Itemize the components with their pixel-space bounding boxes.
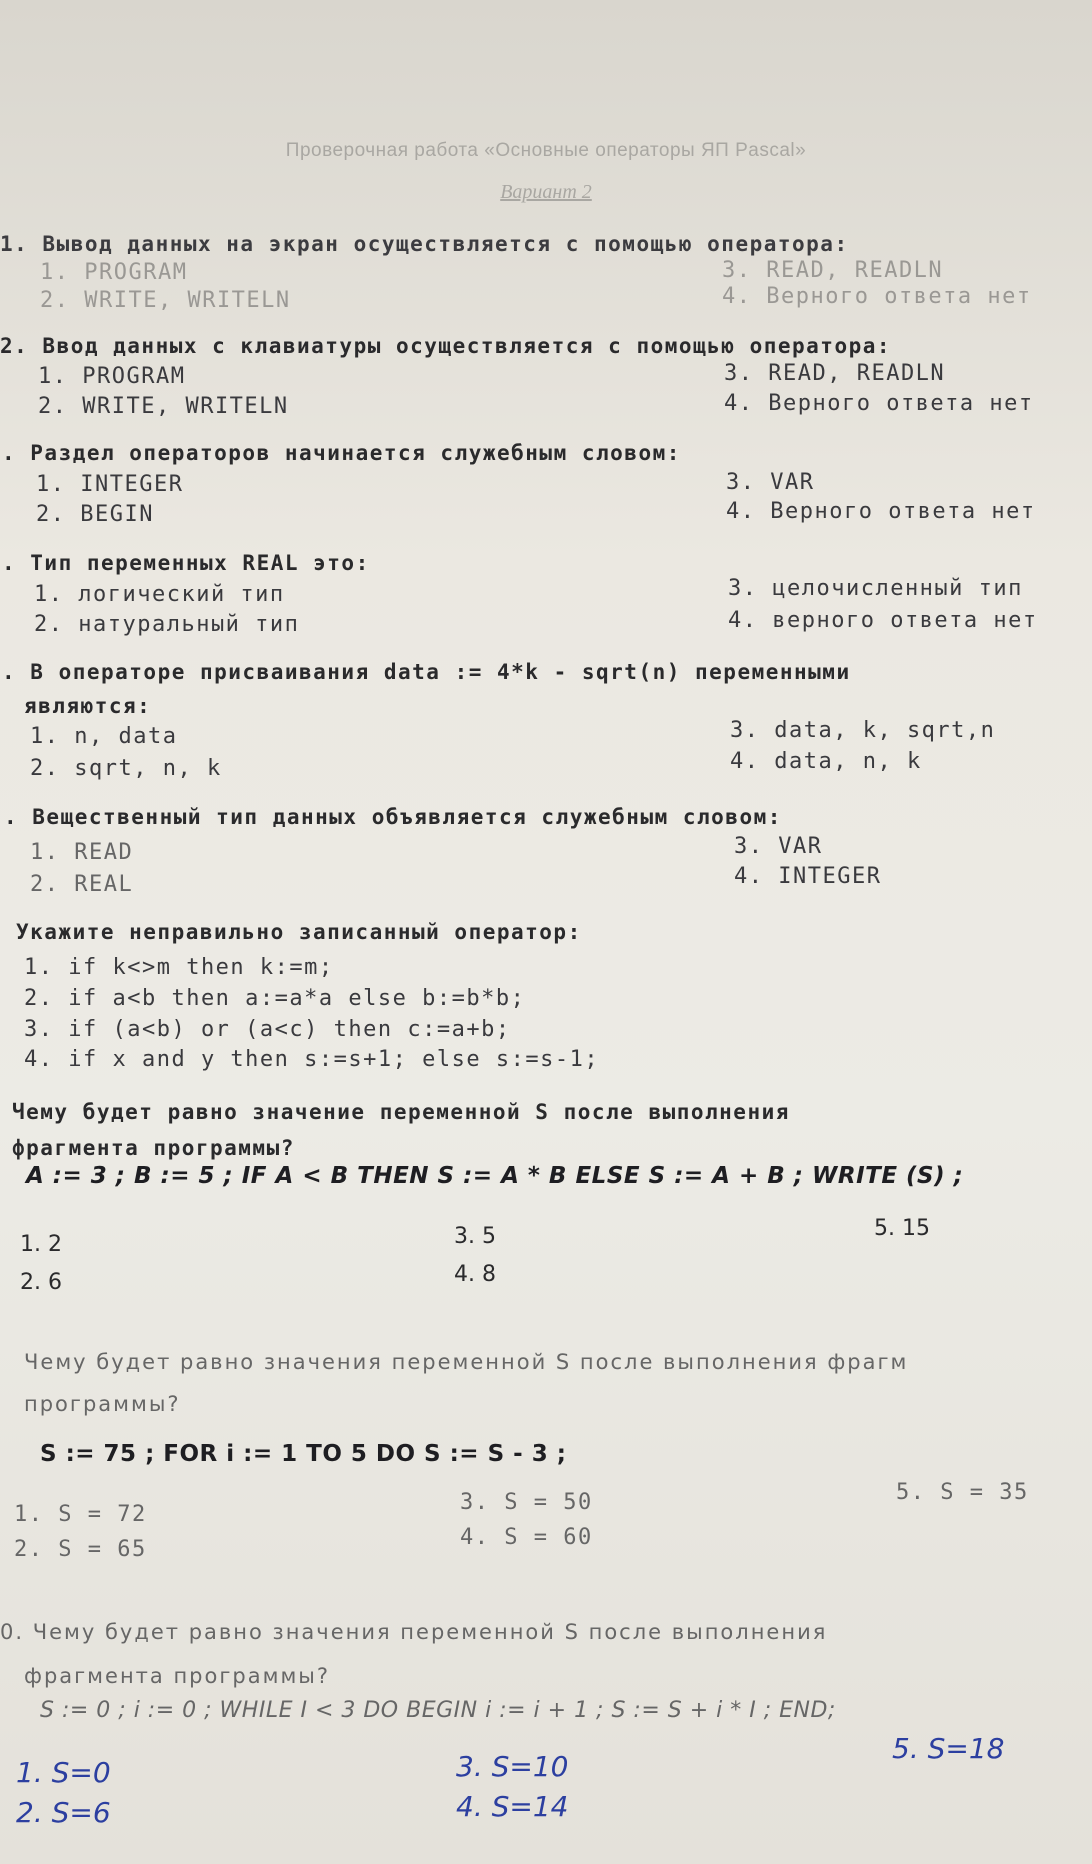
- option-2: 2. 6: [20, 1270, 62, 1295]
- option-1: 1. n, data: [30, 724, 178, 749]
- option-4: 4. верного ответа нет: [728, 608, 1038, 633]
- option-1: 1. PROGRAM: [40, 260, 188, 285]
- option-2: 2. WRITE, WRITELN: [40, 288, 291, 313]
- variant-label: Вариант 2: [500, 181, 592, 203]
- option-2: 2. if a<b then a:=a*a else b:=b*b;: [24, 986, 526, 1011]
- option-3: 3. S = 50: [460, 1490, 593, 1515]
- question-text-continued: являются:: [24, 694, 152, 718]
- option-2: 2. натуральный тип: [34, 612, 300, 637]
- option-3: 3. 5: [454, 1224, 496, 1249]
- option-3: 3. data, k, sqrt,n: [730, 718, 996, 743]
- code-fragment: S := 75 ; FOR i := 1 TO 5 DO S := S - 3 ;: [40, 1441, 567, 1467]
- option-1: 1. PROGRAM: [38, 364, 186, 389]
- option-4: 4. INTEGER: [734, 864, 882, 889]
- option-2: 2. sqrt, n, k: [30, 756, 222, 781]
- question-text: Укажите неправильно записанный оператор:: [16, 920, 582, 944]
- option-1: 1. READ: [30, 840, 134, 865]
- question-text: 0. Чему будет равно значения переменной S после выполнения: [0, 1620, 828, 1644]
- option-1: 1. S = 72: [14, 1502, 147, 1527]
- option-3: 3. целочисленный тип: [728, 576, 1023, 601]
- option-2: 2. WRITE, WRITELN: [38, 394, 289, 419]
- question-text: . Тип переменных REAL это:: [2, 551, 370, 575]
- option-4: 4. data, n, k: [730, 749, 922, 774]
- option-3: 3. READ, READLN: [722, 258, 944, 283]
- handwritten-option-2: 2. S=6: [16, 1796, 111, 1829]
- code-fragment: S := 0 ; i := 0 ; WHILE I < 3 DO BEGIN i := i + 1 ; S := S + i * I ; END;: [40, 1698, 836, 1723]
- handwritten-option-5: 5. S=18: [892, 1732, 1005, 1765]
- question-text: Чему будет равно значение переменной S после выполнения: [12, 1100, 790, 1124]
- option-2: 2. REAL: [30, 872, 134, 897]
- option-4: 4. if x and y then s:=s+1; else s:=s-1;: [24, 1047, 600, 1072]
- option-1: 1. логический тип: [34, 582, 285, 607]
- option-4: 4. Верного ответа нет: [726, 499, 1036, 524]
- option-4: 4. Верного ответа нет: [722, 284, 1032, 309]
- question-text-continued: фрагмента программы?: [12, 1136, 295, 1160]
- option-2: 2. BEGIN: [36, 502, 154, 527]
- option-5: 5. S = 35: [896, 1480, 1029, 1505]
- option-4: 4. Верного ответа нет: [724, 391, 1034, 416]
- option-3: 3. VAR: [726, 470, 815, 495]
- question-text: 2. Ввод данных с клавиатуры осуществляется с помощью оператора:: [0, 334, 892, 358]
- question-text: Чему будет равно значения переменной S после выполнения фрагм: [24, 1350, 909, 1374]
- option-1: 1. if k<>m then k:=m;: [24, 955, 334, 980]
- handwritten-option-3: 3. S=10: [456, 1750, 569, 1783]
- code-fragment: A := 3 ; B := 5 ; IF A < B THEN S := A * B ELSE S := A + B ; WRITE (S) ;: [26, 1163, 964, 1189]
- option-1: 1. INTEGER: [36, 472, 184, 497]
- handwritten-option-4: 4. S=14: [456, 1790, 569, 1823]
- option-1: 1. 2: [20, 1232, 62, 1257]
- question-text: . В операторе присваивания data := 4*k - sqrt(n) переменными: [2, 660, 851, 684]
- option-4: 4. 8: [454, 1262, 496, 1287]
- option-3: 3. VAR: [734, 834, 823, 859]
- option-2: 2. S = 65: [14, 1537, 147, 1562]
- question-text-continued: программы?: [24, 1392, 181, 1416]
- test-title: Проверочная работа «Основные операторы ЯП Pascal»: [285, 140, 807, 161]
- question-text: 1. Вывод данных на экран осуществляется с помощью оператора:: [0, 232, 849, 256]
- option-4: 4. S = 60: [460, 1525, 593, 1550]
- option-5: 5. 15: [874, 1216, 930, 1241]
- option-3: 3. READ, READLN: [724, 361, 946, 386]
- question-text: . Раздел операторов начинается служебным словом:: [2, 441, 681, 465]
- handwritten-option-1: 1. S=0: [16, 1756, 111, 1789]
- option-3: 3. if (a<b) or (a<c) then c:=a+b;: [24, 1017, 511, 1042]
- question-text: . Вещественный тип данных объявляется служебным словом:: [4, 805, 782, 829]
- question-text-continued: фрагмента программы?: [24, 1664, 331, 1688]
